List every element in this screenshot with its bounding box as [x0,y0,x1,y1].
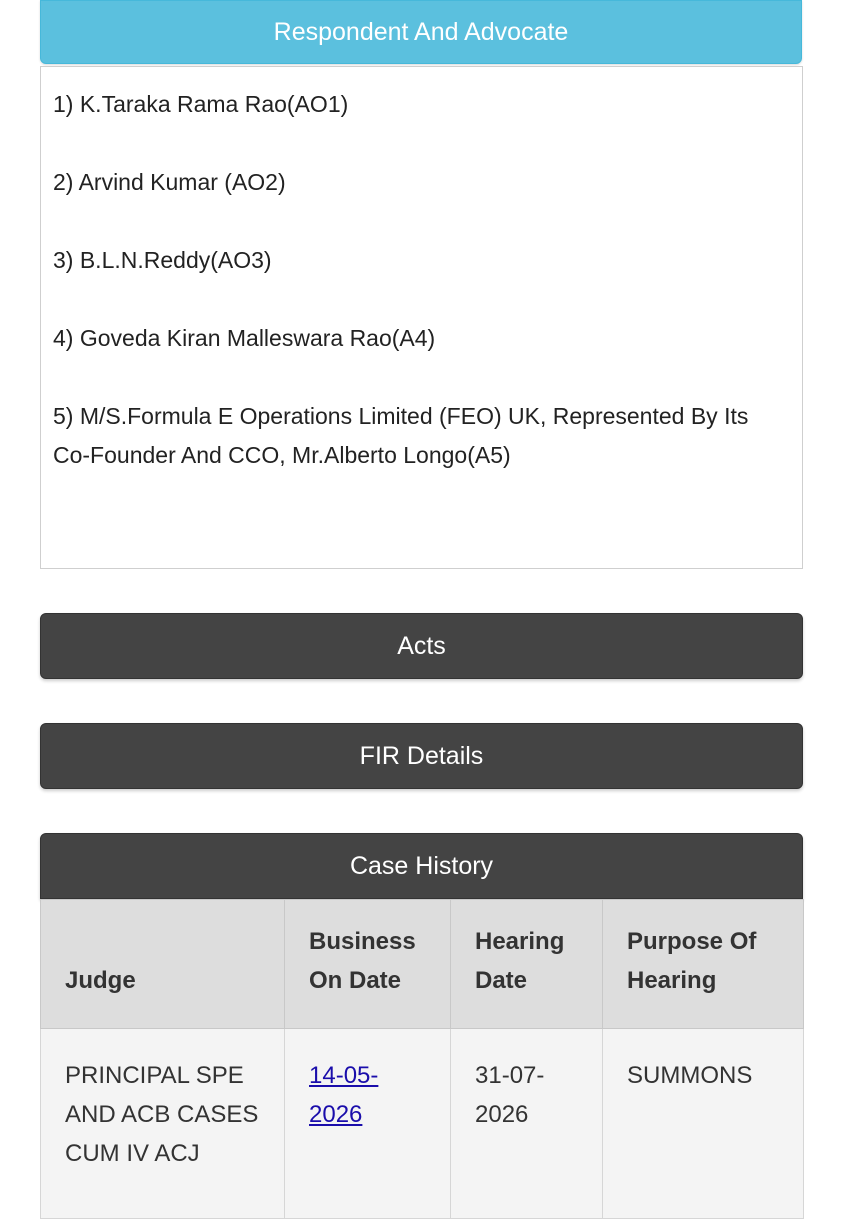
case-history-table [40,899,804,1219]
cell-judge: PRINCIPAL SPE AND ACB CASES CUM IV ACJ [41,1029,285,1219]
respondent-item: 3) B.L.N.Reddy(AO3) [53,247,272,273]
table-row [41,1029,804,1219]
respondent-item: 4) Goveda Kiran Malleswara Rao(A4) [53,325,436,351]
header-purpose-of-hearing: Purpose Of Hearing [603,900,804,1029]
table-header-row [41,900,804,1029]
business-date-link[interactable]: 14-05-2026 [309,1062,379,1128]
case-history-button[interactable]: Case History [40,833,803,899]
fir-details-button[interactable]: FIR Details [40,723,803,789]
respondent-list [40,66,803,569]
cell-purpose: SUMMONS [603,1029,804,1219]
cell-hearing-date: 31-07-2026 [451,1029,603,1219]
respondent-item: 5) M/S.Formula E Operations Limited (FEO) UK, Represented By Its Co-Founder And CCO, Mr.Alberto Longo(A5) [53,403,749,468]
respondent-advocate-header[interactable]: Respondent And Advocate [40,0,802,64]
header-hearing-date: Hearing Date [451,900,603,1029]
respondent-item: 1) K.Taraka Rama Rao(AO1) [53,91,349,117]
header-business-on-date: Business On Date [285,900,451,1029]
header-judge: Judge [41,900,285,1029]
cell-business-on-date [285,1029,451,1219]
acts-button[interactable]: Acts [40,613,803,679]
respondent-item: 2) Arvind Kumar (AO2) [53,169,286,195]
